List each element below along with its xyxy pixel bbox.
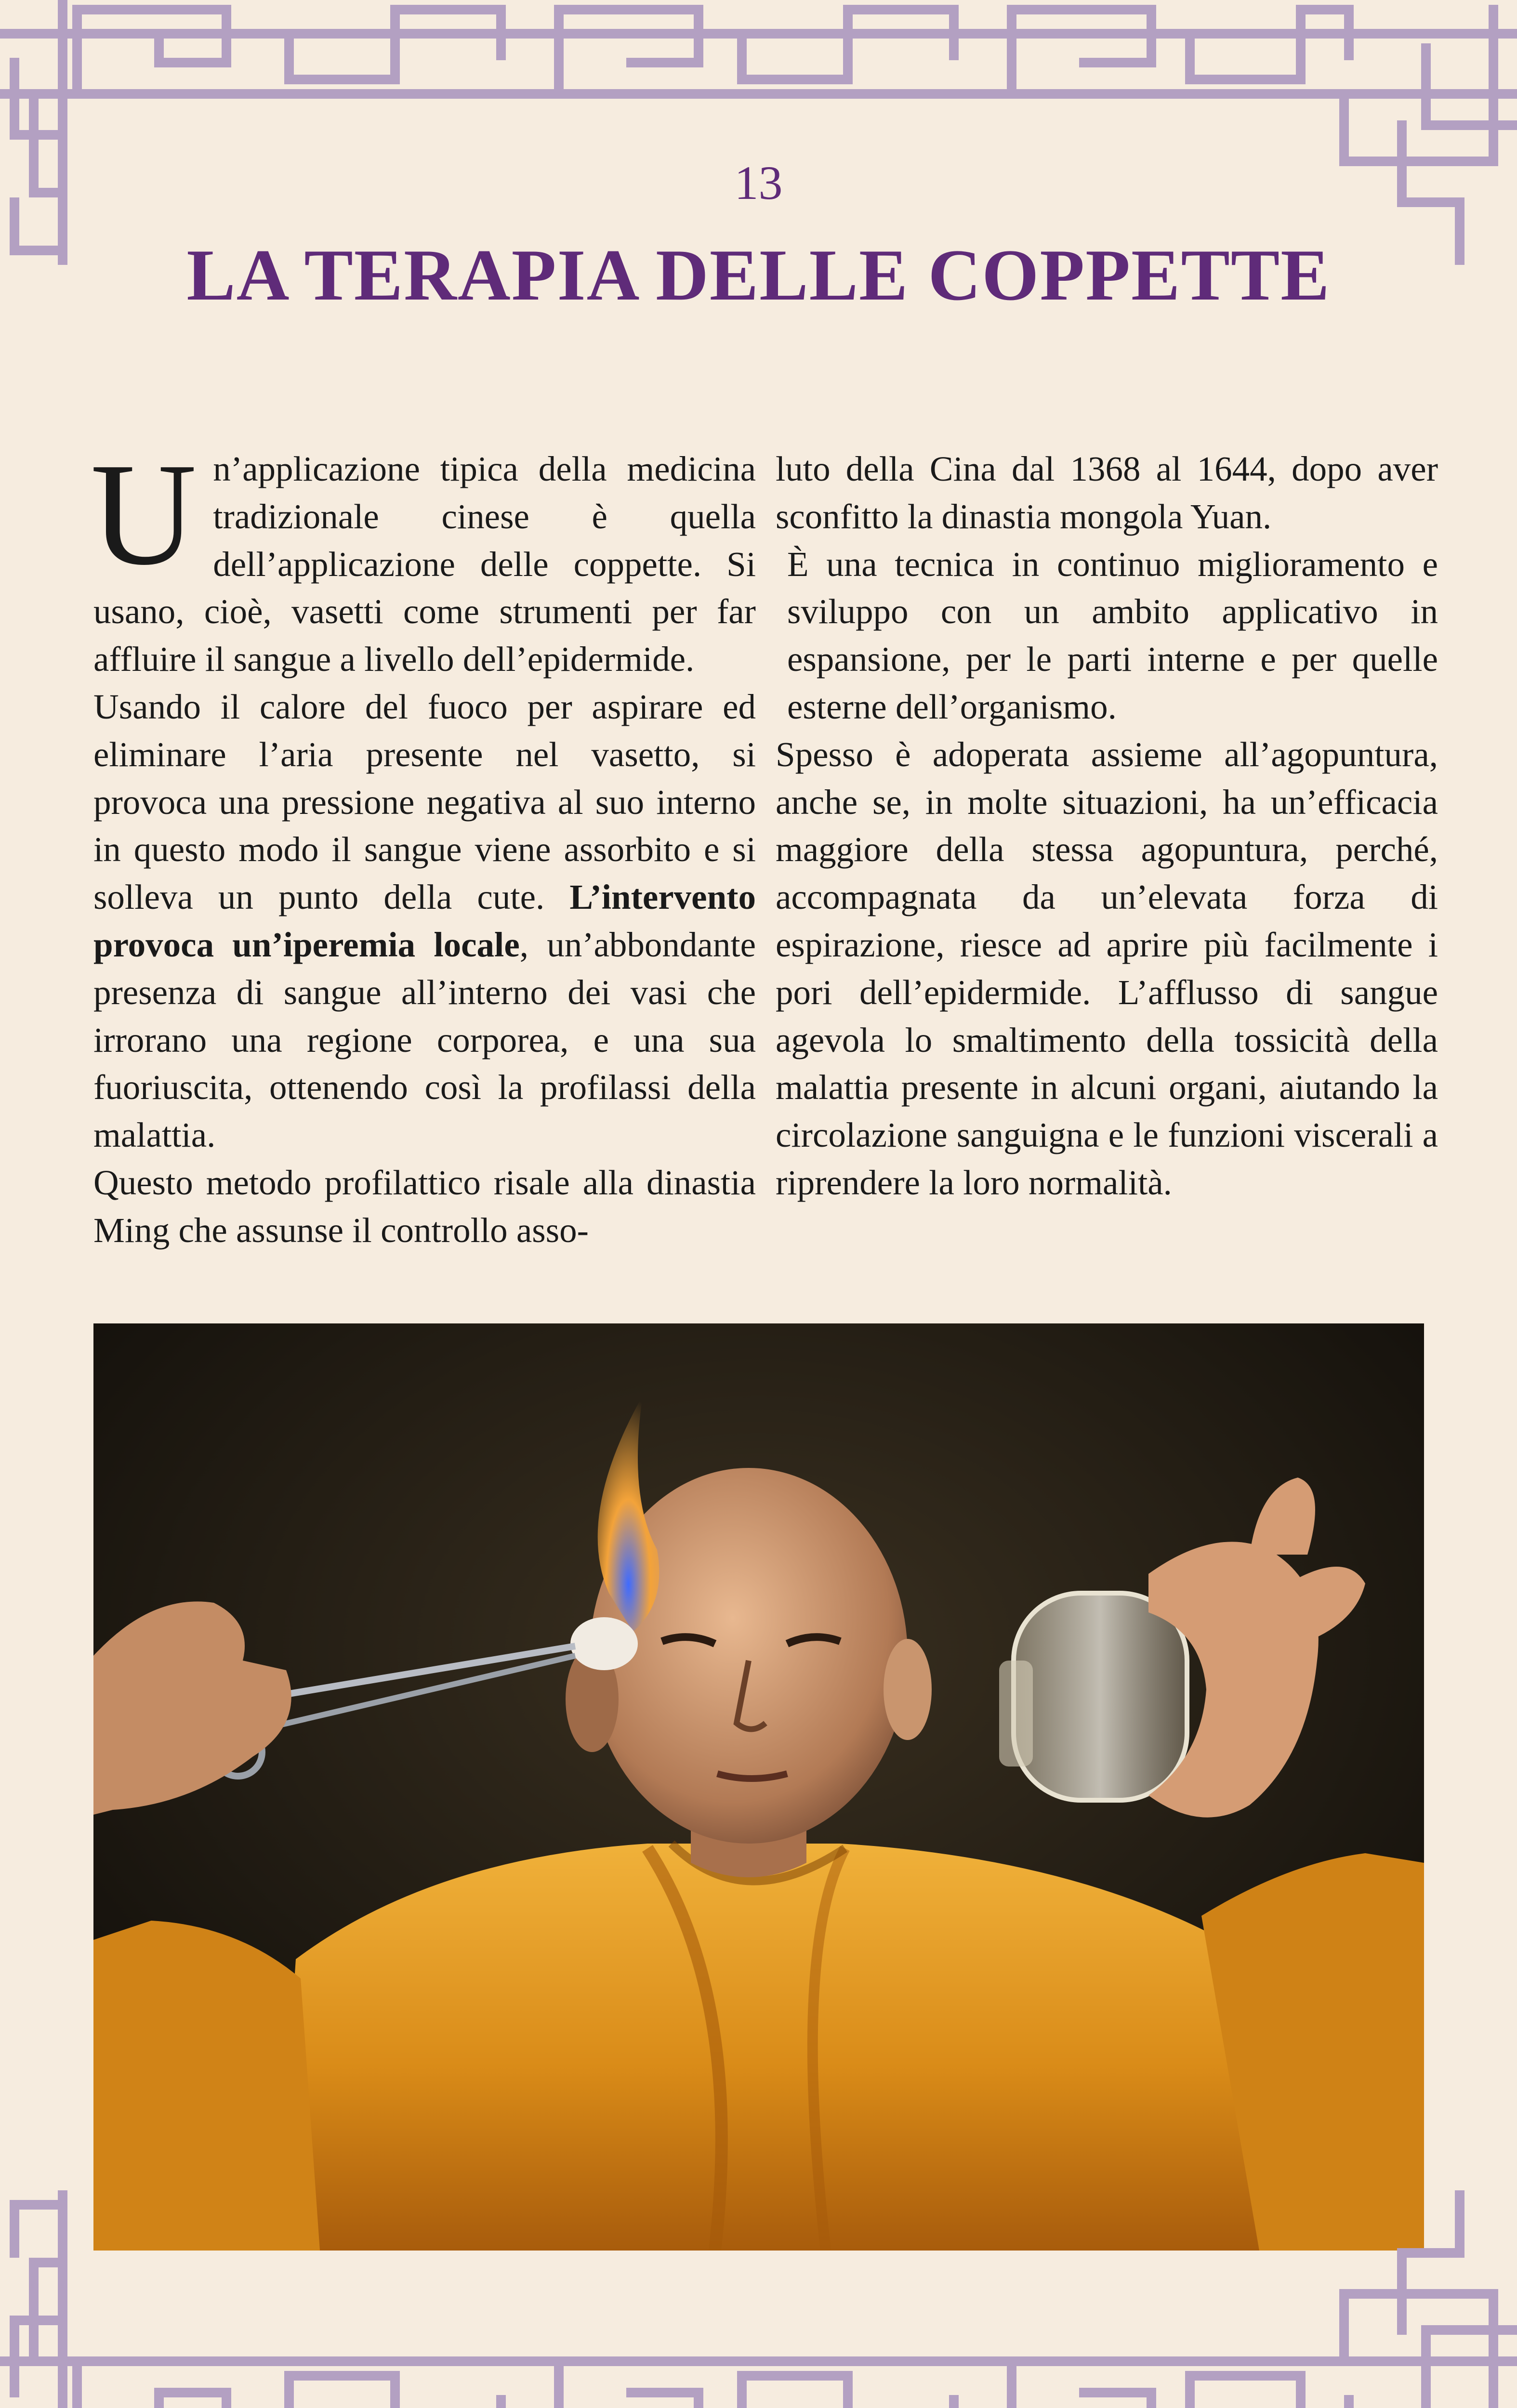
page-number: 13	[734, 156, 783, 209]
paragraph-history: Questo metodo profilattico risale alla dinastia Ming che assunse il controllo asso-	[93, 1163, 756, 1250]
text-column-left	[91, 432, 756, 1255]
paragraph-development: È una tecnica in continuo miglioramento e sviluppo con un ambito applicativo in espansione, per le parti interne e per quelle esterne dell’organismo.	[787, 544, 1438, 726]
emphasized-text: L’intervento provoca un’iperemia locale	[93, 877, 756, 964]
text-column-right	[776, 445, 1438, 1207]
paragraph-history-continued: luto della Cina dal 1368 al 1644, dopo aver sconfitto la dinastia mongola Yuan.	[776, 449, 1438, 536]
photo-monk-fire-cupping	[93, 1323, 1424, 2251]
paragraph-fire-method	[93, 683, 756, 1159]
paragraph-acupuncture: Spesso è adoperata assieme all’agopuntura, anche se, in molte situazioni, ha un’efficacia maggiore della stessa agopuntura, perché, accompagnata da un’elevata forza di espirazione, riesce ad aprire più facilmente i pori dell’epidermide. L’afflusso di sangue agevola lo smaltimento della tossicità della malattia presente in alcuni organi, aiutando la circolazione sanguigna e le funzioni viscerali a riprendere la loro normalità.	[776, 734, 1438, 1202]
paragraph-fire-method-continued: , un’abbondante presenza di sangue all’interno dei vasi che irrorano una regione corporea, e una sua fuoriuscita, ottenendo così la profilassi della malattia.	[93, 925, 756, 1155]
paragraph-fire-method-text: Usando il calore del fuoco per aspirare ed eliminare l’aria presente nel vasetto, si provoca una pressione negativa al suo interno in questo modo il sangue viene assorbito e si solleva un punto della cute.	[93, 687, 756, 917]
paragraph-intro	[91, 432, 756, 683]
drop-cap: U	[91, 432, 197, 595]
decorative-fret-border-bottom	[0, 2186, 1517, 2408]
page-title: LA TERAPIA DELLE COPPETTE	[186, 235, 1331, 315]
paragraph-intro-text: n’applicazione tipica della medicina tradizionale cinese è quella dell’applicazione delle coppette. Si usano, cioè, vasetti come strumenti per far affluire il sangue a livello dell’epidermide.	[93, 449, 756, 679]
decorative-fret-border-top	[0, 0, 1517, 270]
